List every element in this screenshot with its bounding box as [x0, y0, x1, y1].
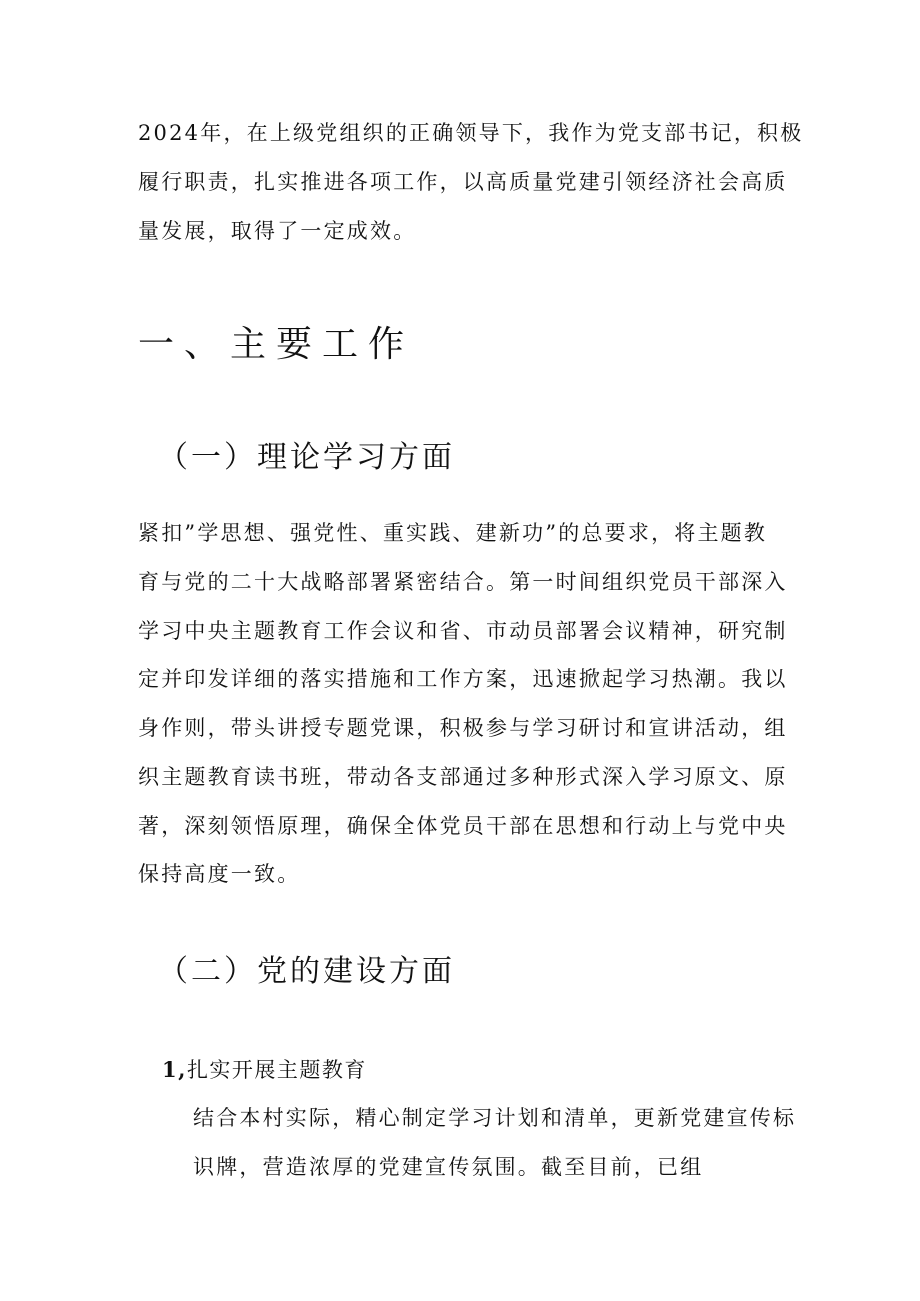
section-heading-main-work: 一、主要工作 [138, 324, 415, 365]
paragraph-line: 织主题教育读书班，带动各支部通过多种形式深入学习原文、原 [138, 765, 788, 789]
paragraph-line: 著，深刻领悟原理，确保全体党员干部在思想和行动上与党中央 [138, 814, 788, 838]
paragraph-line: 结合本村实际，精心制定学习计划和清单，更新党建宣传标 [193, 1106, 797, 1130]
paragraph-line: 紧扣”学思想、强党性、重实践、建新功”的总要求，将主题教 [138, 521, 768, 545]
item-number: 1, [162, 1057, 187, 1082]
paragraph-line: 识牌，营造浓厚的党建宣传氛围。截至目前，已组 [193, 1155, 704, 1179]
intro-line: 2024年，在上级党组织的正确领导下，我作为党支部书记，积极 [138, 121, 804, 145]
item-heading-theme-education [162, 1055, 367, 1085]
intro-line: 量发展，取得了一定成效。 [138, 219, 417, 243]
paragraph-line: 育与党的二十大战略部署紧密结合。第一时间组织党员干部深入 [138, 570, 788, 594]
paragraph-line: 学习中央主题教育工作会议和省、市动员部署会议精神，研究制 [138, 619, 788, 643]
subheading-party-building: （二）党的建设方面 [158, 954, 455, 989]
paragraph-line: 定并印发详细的落实措施和工作方案，迅速掀起学习热潮。我以 [138, 667, 788, 691]
item-title: 扎实开展主题教育 [186, 1058, 367, 1082]
intro-line: 履行职责，扎实推进各项工作，以高质量党建引领经济社会高质 [138, 170, 788, 194]
paragraph-line: 身作则，带头讲授专题党课，积极参与学习研讨和宣讲活动，组 [138, 716, 788, 740]
paragraph-line: 保持高度一致。 [138, 862, 301, 886]
subheading-theory-study: （一）理论学习方面 [158, 440, 455, 475]
